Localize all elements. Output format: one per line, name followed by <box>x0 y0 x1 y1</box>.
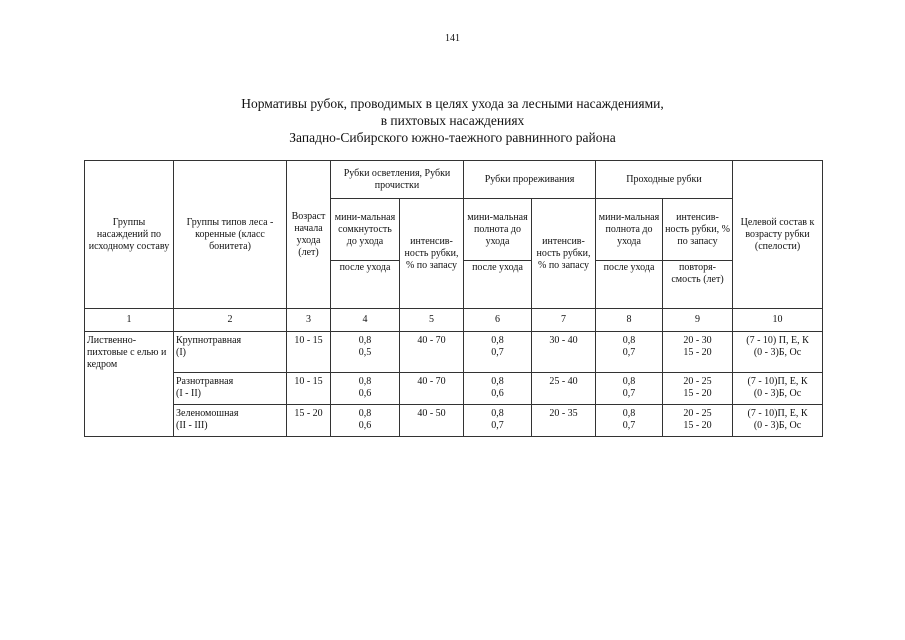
header-a-intensity: интенсив-ность рубки, % по запасу <box>400 199 464 309</box>
header-c-intensity: интенсив-ность рубки, % по запасу <box>663 199 733 261</box>
a-density-cell <box>331 372 400 404</box>
page-number: 141 <box>445 33 460 44</box>
c-repeatability-value: 15 - 20 <box>683 347 712 358</box>
c-repeatability-value: 15 - 20 <box>683 419 712 431</box>
column-number: 7 <box>532 309 596 332</box>
column-number: 2 <box>174 309 287 332</box>
b-before-value: 0,8 <box>491 375 504 387</box>
a-intensity-cell: 40 - 50 <box>400 404 464 436</box>
start-age-cell: 15 - 20 <box>287 404 331 436</box>
forest-type: Зеленомошная <box>176 407 239 419</box>
forest-type: Разнотравная <box>176 375 234 387</box>
target-secondary-species: (0 - 3)Б, Ос <box>753 347 802 358</box>
a-intensity-cell: 40 - 70 <box>400 372 464 404</box>
c-after-value: 0,7 <box>622 419 636 431</box>
header-c-min-fullness: мини-мальная полнота до ухода <box>596 199 663 261</box>
a-before-value: 0,8 <box>358 407 372 419</box>
column-number: 3 <box>287 309 331 332</box>
target-secondary-species: (0 - 3)Б, Ос <box>753 387 802 399</box>
group-name-continuation <box>85 404 174 436</box>
bonitet-class: (I - II) <box>176 387 201 399</box>
c-after-value: 0,7 <box>622 387 636 399</box>
column-number: 1 <box>85 309 174 332</box>
header-b-after: после ухода <box>464 261 532 309</box>
c-fullness-cell <box>596 332 663 373</box>
b-after-value: 0,6 <box>491 387 504 399</box>
column-number: 6 <box>464 309 532 332</box>
a-density-cell <box>331 404 400 436</box>
bonitet-class: (II - III) <box>176 419 208 431</box>
column-number: 4 <box>331 309 400 332</box>
table-row <box>85 404 823 436</box>
header-start-age: Возраст начала ухода (лет) <box>287 161 331 309</box>
c-intensity-cell <box>663 372 733 404</box>
b-after-value: 0,7 <box>491 419 504 431</box>
header-forest-types: Группы типов леса - коренные (класс бонитета) <box>174 161 287 309</box>
column-numbers-row <box>85 309 823 332</box>
header-row-1 <box>85 161 823 199</box>
b-intensity-cell: 20 - 35 <box>532 404 596 436</box>
header-a-min-density: мини-мальная сомкнутость до ухода <box>331 199 400 261</box>
header-group-composition: Группы насаждений по исходному составу <box>85 161 174 309</box>
b-before-value: 0,8 <box>491 335 504 346</box>
a-density-cell <box>331 332 400 373</box>
start-age-cell: 10 - 15 <box>287 332 331 373</box>
header-passage-cuttings: Проходные рубки <box>596 161 733 199</box>
a-after-value: 0,5 <box>358 347 372 358</box>
c-repeatability-value: 15 - 20 <box>683 387 712 399</box>
b-fullness-cell <box>464 404 532 436</box>
column-number: 9 <box>663 309 733 332</box>
c-intensity-value: 20 - 25 <box>683 407 712 419</box>
table-row <box>85 372 823 404</box>
title-line-1: Нормативы рубок, проводимых в целях ухода за лесными насаждениями, <box>241 96 664 111</box>
title-line-3: Западно-Сибирского южно-таежного равнинного района <box>289 130 616 145</box>
c-intensity-cell <box>663 404 733 436</box>
b-fullness-cell <box>464 332 532 373</box>
target-composition-cell <box>733 404 823 436</box>
header-c-repeatability: повторя-смость (лет) <box>663 261 733 309</box>
document-title <box>0 95 905 146</box>
c-intensity-value: 20 - 25 <box>683 375 712 387</box>
c-fullness-cell <box>596 372 663 404</box>
group-name-cell: Лиственно-пихтовые с елью и кедром <box>85 332 174 373</box>
a-after-value: 0,6 <box>358 419 372 431</box>
b-after-value: 0,7 <box>491 347 504 358</box>
table-row <box>85 332 823 373</box>
title-line-2: в пихтовых насаждениях <box>380 113 525 128</box>
b-before-value: 0,8 <box>491 407 504 419</box>
a-intensity-cell: 40 - 70 <box>400 332 464 373</box>
target-main-species: (7 - 10)П, Е, К <box>747 375 808 387</box>
header-b-intensity: интенсив-ность рубки, % по запасу <box>532 199 596 309</box>
forest-type-cell <box>174 404 287 436</box>
header-target-composition: Целевой состав к возрасту рубки (спелости) <box>733 161 823 309</box>
c-fullness-cell <box>596 404 663 436</box>
column-number: 10 <box>733 309 823 332</box>
b-intensity-cell: 25 - 40 <box>532 372 596 404</box>
header-c-after: после ухода <box>596 261 663 309</box>
bonitet-class: (I) <box>176 347 186 358</box>
target-secondary-species: (0 - 3)Б, Ос <box>753 419 802 431</box>
c-before-value: 0,8 <box>622 335 636 346</box>
target-main-species: (7 - 10) П, Е, К <box>746 335 809 346</box>
b-intensity-cell: 30 - 40 <box>532 332 596 373</box>
header-b-min-fullness: мини-мальная полнота до ухода <box>464 199 532 261</box>
start-age-cell: 10 - 15 <box>287 372 331 404</box>
column-number: 8 <box>596 309 663 332</box>
forest-type-cell <box>174 332 287 373</box>
b-fullness-cell <box>464 372 532 404</box>
target-main-species: (7 - 10)П, Е, К <box>747 407 808 419</box>
norms-table <box>84 160 823 437</box>
c-before-value: 0,8 <box>622 407 636 419</box>
c-before-value: 0,8 <box>622 375 636 387</box>
a-before-value: 0,8 <box>358 375 372 387</box>
target-composition-cell <box>733 372 823 404</box>
header-a-after: после ухода <box>331 261 400 309</box>
target-composition-cell <box>733 332 823 373</box>
c-intensity-cell <box>663 332 733 373</box>
a-after-value: 0,6 <box>358 387 372 399</box>
c-intensity-value: 20 - 30 <box>683 335 712 346</box>
c-after-value: 0,7 <box>622 347 636 358</box>
forest-type: Крупнотравная <box>176 335 242 346</box>
header-thinning: Рубки прореживания <box>464 161 596 199</box>
forest-type-cell <box>174 372 287 404</box>
group-name-continuation <box>85 372 174 404</box>
header-clearing-cleaning: Рубки осветления, Рубки прочистки <box>331 161 464 199</box>
a-before-value: 0,8 <box>358 335 372 346</box>
column-number: 5 <box>400 309 464 332</box>
